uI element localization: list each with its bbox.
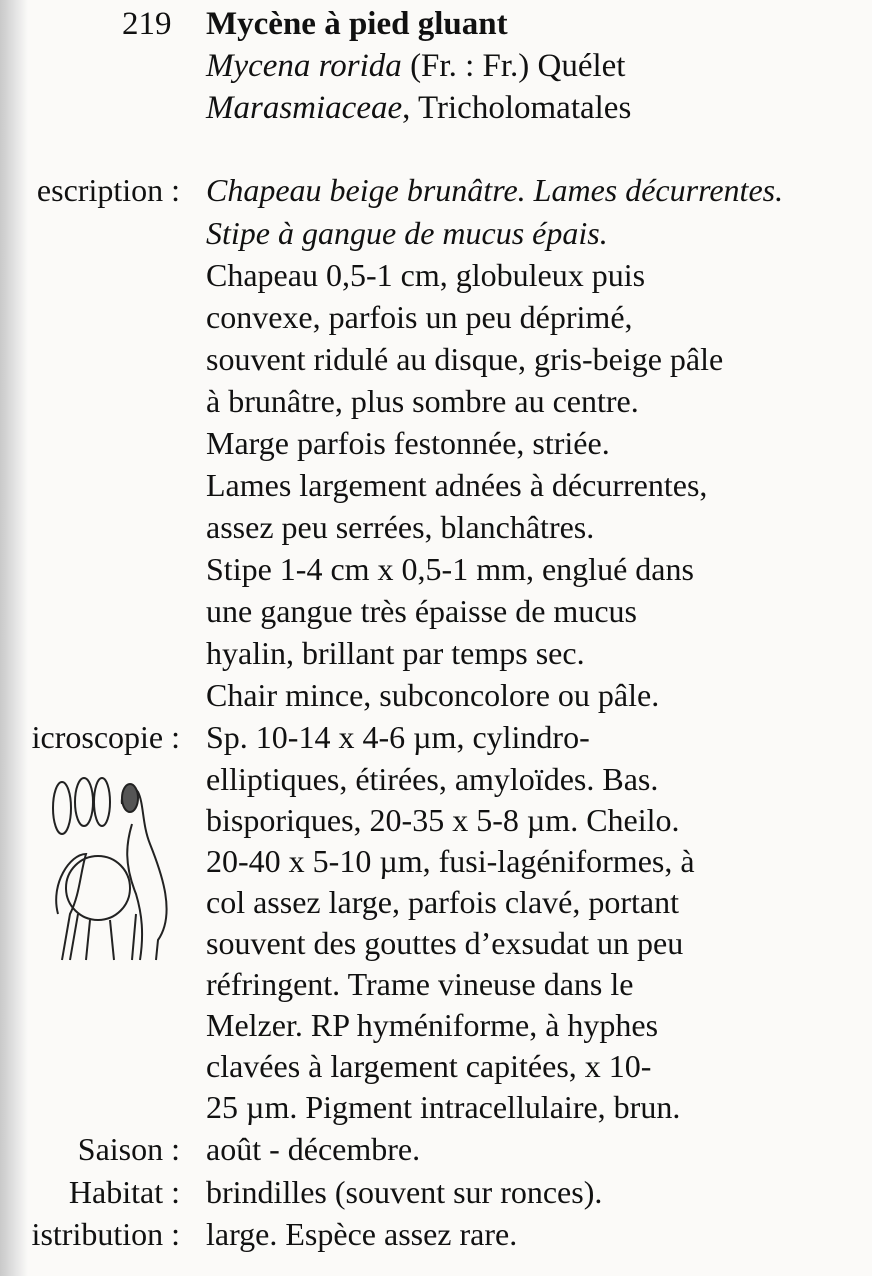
description-line: Chapeau beige brunâtre. Lames décurrentes.	[206, 172, 784, 208]
description-line: Lames largement adnées à décurrentes,	[206, 467, 708, 503]
saison-value: août - décembre.	[206, 1131, 421, 1167]
spore-drawing	[94, 778, 110, 826]
microscopie-line: Melzer. RP hyméniforme, à hyphes	[206, 1007, 659, 1043]
cheilocystidium-apex-drawing	[122, 784, 138, 812]
basidium-head-drawing	[66, 856, 130, 920]
order-name: , Tricholomatales	[402, 90, 632, 126]
habitat-value: brindilles (souvent sur ronces).	[206, 1174, 603, 1210]
microscopie-line: bisporiques, 20-35 x 5-8 µm. Cheilo.	[206, 802, 680, 838]
description-line: hyalin, brillant par temps sec.	[206, 635, 585, 671]
description-line: Stipe 1-4 cm x 0,5-1 mm, englué dans	[206, 551, 694, 587]
description-line: souvent ridulé au disque, gris-beige pâle	[206, 341, 724, 377]
microscopie-line: souvent des gouttes d’exsudat un peu	[206, 925, 684, 961]
microscopy-drawing	[40, 764, 180, 964]
distribution-value: large. Espèce assez rare.	[206, 1216, 518, 1252]
microscopie-line: Sp. 10-14 x 4-6 µm, cylindro-	[206, 719, 590, 755]
spore-drawing	[75, 778, 93, 826]
microscopie-line: col assez large, parfois clavé, portant	[206, 884, 679, 920]
description-line: Chair mince, subconcolore ou pâle.	[206, 677, 660, 713]
label-saison: Saison :	[77, 1131, 180, 1167]
description-line: Marge parfois festonnée, striée.	[206, 425, 610, 461]
description-line: convexe, parfois un peu déprimé,	[206, 299, 633, 335]
family-name: Marasmiaceae	[206, 90, 403, 126]
microscopie-line: réfringent. Trame vineuse dans le	[206, 966, 634, 1002]
authority: (Fr. : Fr.) Quélet	[401, 48, 626, 84]
microscopie-line: elliptiques, étirées, amyloïdes. Bas.	[206, 761, 659, 797]
scientific-name: Mycena rorida	[206, 48, 402, 84]
hypha-drawing	[132, 914, 136, 960]
description-line: à brunâtre, plus sombre au centre.	[206, 383, 639, 419]
common-name: Mycène à pied gluant	[206, 6, 508, 42]
label-distribution: istribution :	[31, 1216, 180, 1252]
label-description: escription :	[36, 172, 180, 208]
label-microscopie: icroscopie :	[31, 719, 180, 755]
species-number: 219	[122, 6, 172, 42]
spore-drawing	[53, 782, 71, 834]
microscopie-line: 25 µm. Pigment intracellulaire, brun.	[206, 1089, 681, 1125]
scientific-name-line	[206, 46, 625, 86]
family-line	[206, 88, 631, 128]
description-line: assez peu serrées, blanchâtres.	[206, 509, 595, 545]
description-line: une gangue très épaisse de mucus	[206, 593, 637, 629]
description-line: Chapeau 0,5-1 cm, globuleux puis	[206, 257, 646, 293]
label-habitat: Habitat :	[68, 1174, 180, 1210]
microscopie-line: 20-40 x 5-10 µm, fusi-lagéniformes, à	[206, 843, 695, 879]
microscopie-line: clavées à largement capitées, x 10-	[206, 1048, 652, 1084]
cheilocystidium-drawing	[122, 788, 167, 960]
basidium-drawing	[86, 920, 114, 960]
description-line: Stipe à gangue de mucus épais.	[206, 215, 608, 251]
